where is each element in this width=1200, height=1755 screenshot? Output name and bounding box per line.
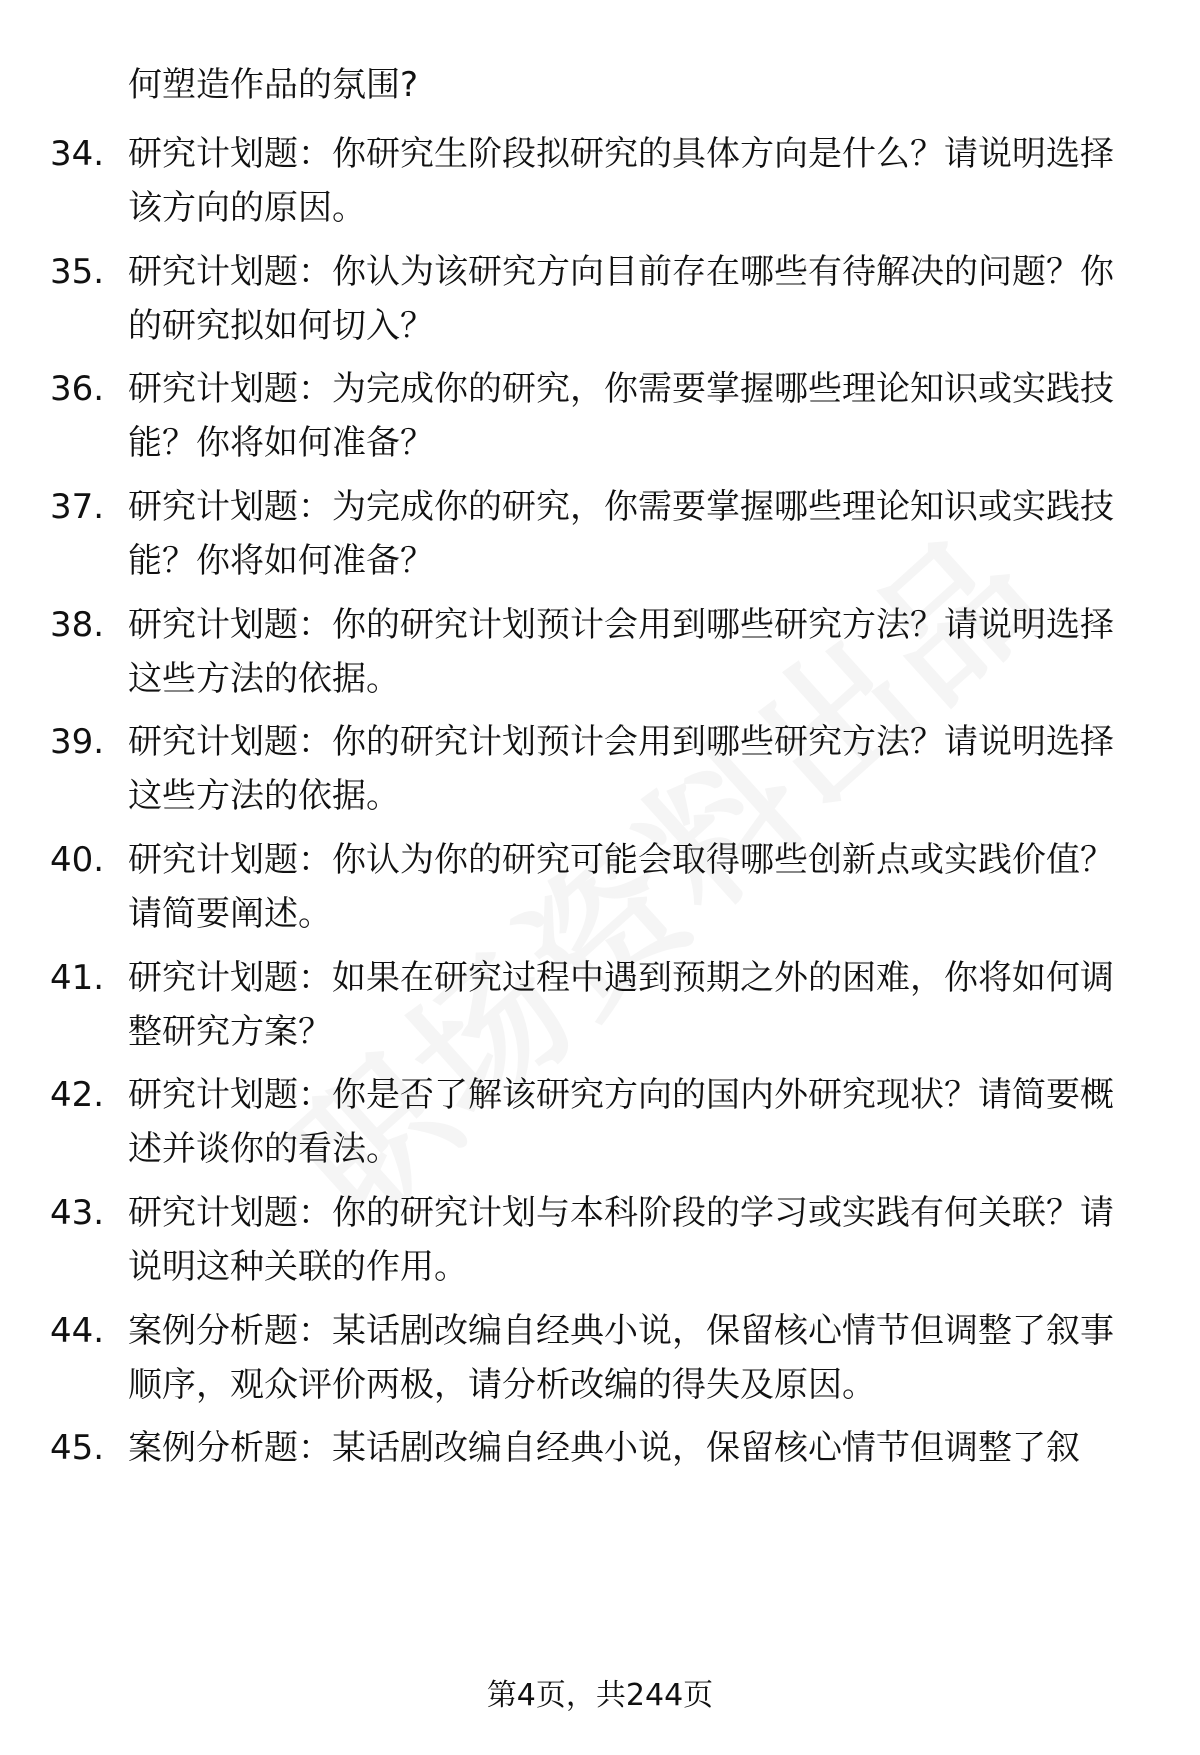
question-number: 41. (50, 958, 105, 998)
list-item (50, 362, 1140, 470)
list-item (50, 127, 1140, 235)
list-item (50, 480, 1140, 588)
continued-question-text: 何塑造作品的氛围? (128, 65, 419, 105)
question-number: 42. (50, 1075, 105, 1115)
question-number: 38. (50, 605, 105, 645)
question-number: 40. (50, 840, 105, 880)
question-text: 研究计划题：你是否了解该研究方向的国内外研究现状？请简要概述并谈你的看法。 (128, 1075, 1114, 1169)
list-item (50, 598, 1140, 706)
question-text: 研究计划题：你的研究计划预计会用到哪些研究方法？请说明选择这些方法的依据。 (128, 722, 1114, 816)
question-text: 研究计划题：你认为你的研究可能会取得哪些创新点或实践价值？请简要阐述。 (128, 840, 1114, 934)
question-text: 研究计划题：你的研究计划与本科阶段的学习或实践有何关联？请说明这种关联的作用。 (128, 1193, 1114, 1287)
question-number: 35. (50, 252, 105, 292)
list-item (50, 1068, 1140, 1176)
question-text: 研究计划题：你认为该研究方向目前存在哪些有待解决的问题？你的研究拟如何切入？ (128, 252, 1114, 346)
question-text: 研究计划题：为完成你的研究，你需要掌握哪些理论知识或实践技能？你将如何准备？ (128, 487, 1114, 581)
question-number: 44. (50, 1311, 105, 1351)
question-text: 研究计划题：你研究生阶段拟研究的具体方向是什么？请说明选择该方向的原因。 (128, 134, 1114, 228)
question-number: 37. (50, 487, 105, 527)
list-item (50, 1304, 1140, 1412)
list-item (50, 1421, 1140, 1475)
question-number: 34. (50, 134, 105, 174)
list-item (50, 715, 1140, 823)
question-number: 43. (50, 1193, 105, 1233)
question-number: 39. (50, 722, 105, 762)
question-text: 案例分析题：某话剧改编自经典小说，保留核心情节但调整了叙事顺序，观众评价两极，请分析改编的得失及原因。 (128, 1311, 1114, 1405)
list-item (50, 951, 1140, 1059)
question-text: 研究计划题：为完成你的研究，你需要掌握哪些理论知识或实践技能？你将如何准备？ (128, 369, 1114, 463)
question-number: 45. (50, 1428, 105, 1468)
question-text: 案例分析题：某话剧改编自经典小说，保留核心情节但调整了叙 (128, 1428, 1080, 1468)
question-text: 研究计划题：你的研究计划预计会用到哪些研究方法？请说明选择这些方法的依据。 (128, 605, 1114, 699)
list-item (50, 1186, 1140, 1294)
question-number: 36. (50, 369, 105, 409)
list-item (50, 245, 1140, 353)
question-text: 研究计划题：如果在研究过程中遇到预期之外的困难，你将如何调整研究方案？ (128, 958, 1114, 1052)
list-item (50, 833, 1140, 941)
page-number-footer: 第4页，共244页 (486, 1678, 714, 1713)
